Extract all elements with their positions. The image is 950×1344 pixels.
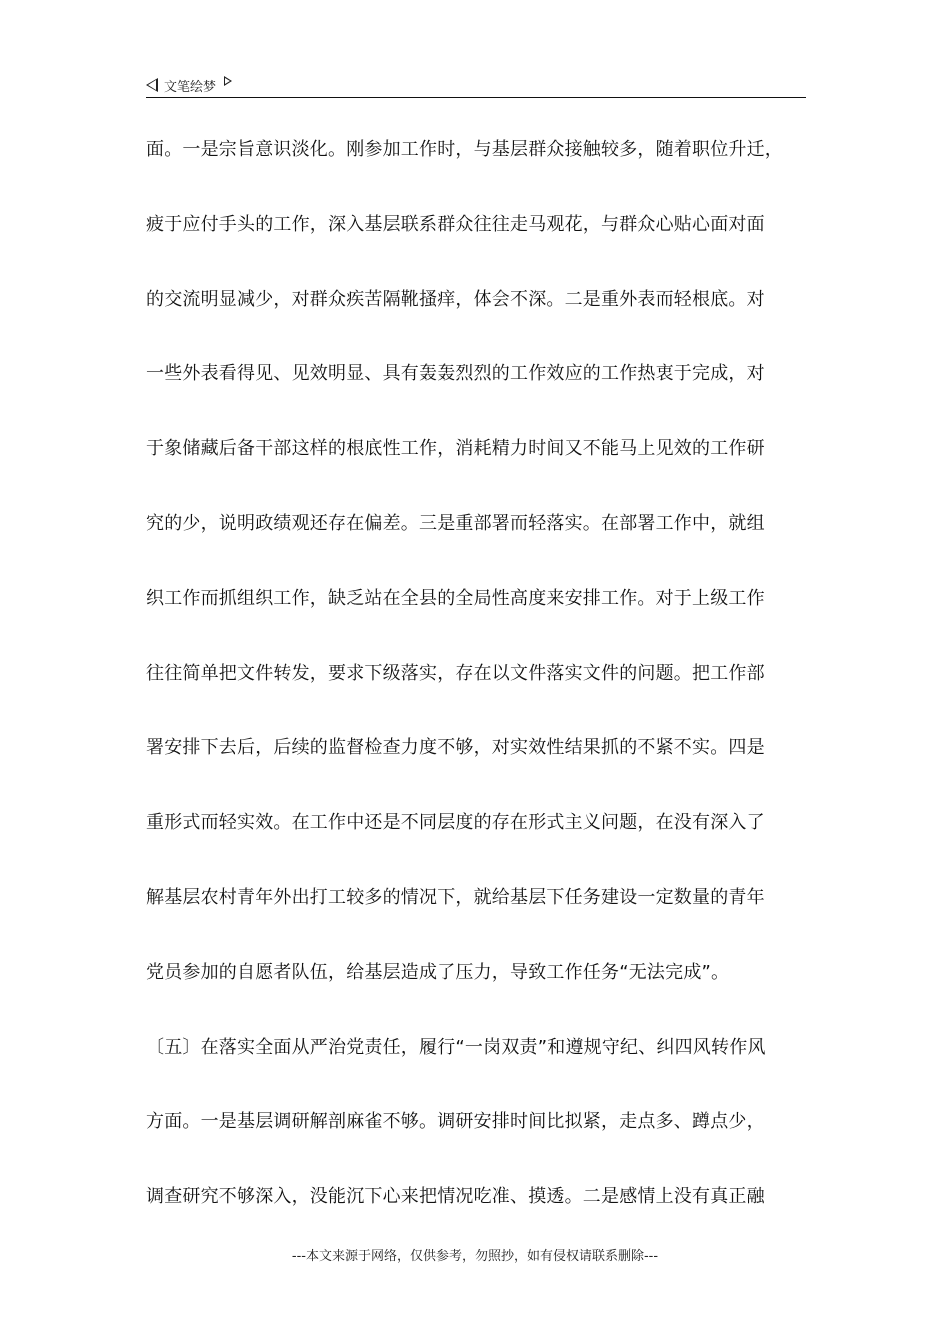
text-line: 于象储藏后备干部这样的根底性工作，消耗精力时间又不能马上见效的工作研 (146, 438, 765, 460)
text-line: 解基层农村青年外出打工较多的情况下，就给基层下任务建设一定数量的青年 (146, 886, 765, 908)
header-divider (146, 97, 806, 98)
text-line: 的交流明显减少，对群众疾苦隔靴搔痒，体会不深。二是重外表而轻根底。对 (146, 288, 765, 310)
text-line: 一些外表看得见、见效明显、具有轰轰烈烈的工作效应的工作热衷于完成，对 (146, 363, 765, 385)
page-header (146, 74, 806, 96)
text-line: 署安排下去后，后续的监督检查力度不够，对实效性结果抓的不紧不实。四是 (146, 737, 765, 759)
text-line: 〔五〕在落实全面从严治党责任，履行“一岗双责”和遵规守纪、纠四风转作风 (146, 1036, 766, 1058)
text-line: 面。一是宗旨意识淡化。刚参加工作时，与基层群众接触较多，随着职位升迁， (146, 139, 783, 160)
text-line: 究的少，说明政绩观还存在偏差。三是重部署而轻落实。在部署工作中，就组 (146, 512, 765, 534)
text-line: 往往简单把文件转发，要求下级落实，存在以文件落实文件的问题。把工作部 (146, 662, 765, 684)
text-line: 党员参加的自愿者队伍，给基层造成了压力，导致工作任务“无法完成”。 (146, 961, 730, 983)
body-text (146, 130, 816, 1252)
text-line: 重形式而轻实效。在工作中还是不同层度的存在形式主义问题，在没有深入了 (146, 812, 765, 834)
triangle-right-icon (224, 76, 232, 86)
text-line: 方面。一是基层调研解剖麻雀不够。调研安排时间比拟紧，走点多、蹲点少， (146, 1111, 765, 1133)
text-line: 疲于应付手头的工作，深入基层联系群众往往走马观花，与群众心贴心面对面 (146, 213, 765, 235)
text-line: 调查研究不够深入，没能沉下心来把情况吃准、摸透。二是感情上没有真正融 (146, 1186, 765, 1208)
triangle-left-icon (146, 78, 158, 92)
header-title: 文笔绘梦 (164, 79, 217, 95)
text-line: 织工作而抓组织工作，缺乏站在全县的全局性高度来安排工作。对于上级工作 (146, 587, 765, 609)
page-footer: ---本文来源于网络，仅供参考，勿照抄，如有侵权请联系删除--- (291, 1249, 659, 1264)
